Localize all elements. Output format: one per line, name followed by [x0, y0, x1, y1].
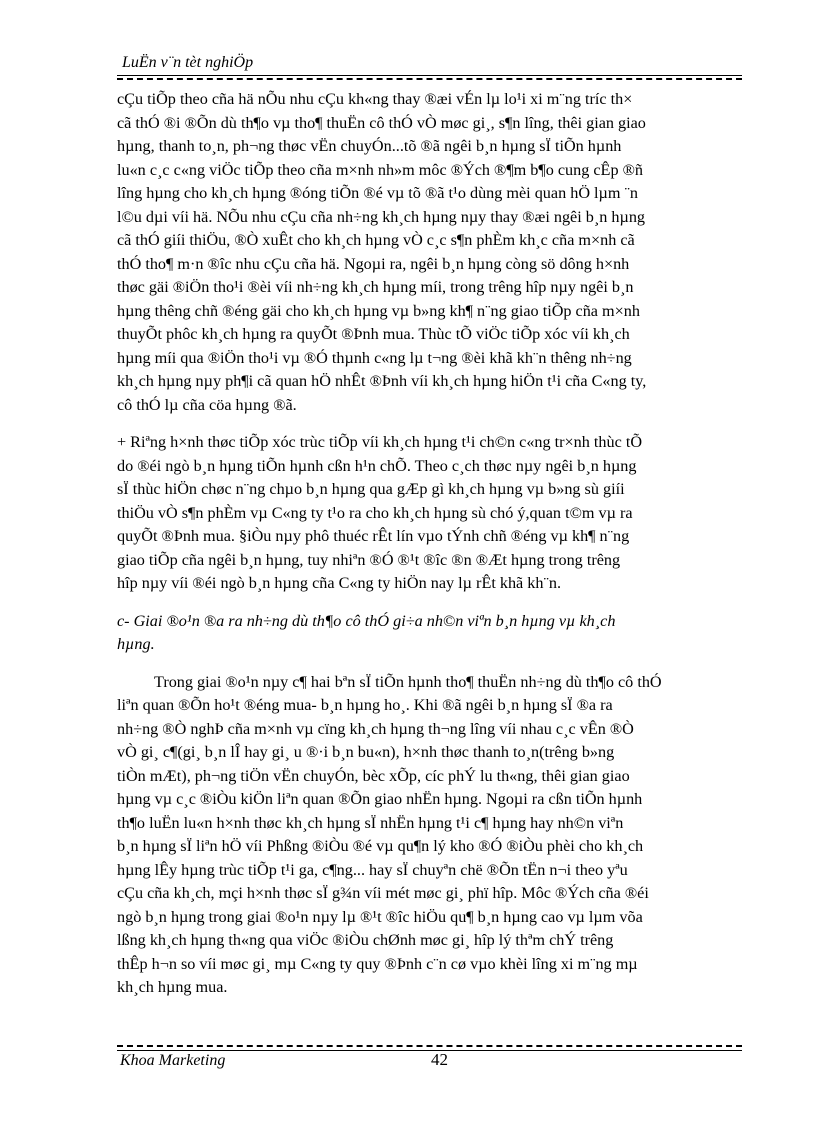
paragraph-1: [117, 88, 742, 417]
text-line: do ®éi ngò b¸n hµng tiÕn hµnh cßn h¹n chÕ. Theo c¸ch thøc nµy ngêi b¸n hµng: [117, 456, 637, 475]
page-header: [117, 50, 742, 76]
text-line: lîng hµng cho kh¸ch hµng ®óng tiÕn ®é vµ tõ ®ã t¹o dùng mèi quan hÖ lµm ¨n: [117, 184, 639, 202]
page-number: 42: [431, 1050, 448, 1069]
text-line: Trong giai ®o¹n nµy c¶ hai bªn sÏ tiÕn hµnh tho¶ thuËn nh÷ng dù th¶o cô thÓ: [154, 672, 662, 691]
text-line: b¸n hµng sÏ liªn hÖ víi Phßng ®iÒu ®é vµ qu¶n lý kho ®Ó ®iÒu phèi cho kh¸ch: [117, 837, 644, 855]
text-line: thøc gäi ®iÖn tho¹i ®èi víi nh÷ng kh¸ch hµng míi, trong trêng hîp nµy ngêi b¸n: [117, 278, 634, 296]
text-line: hµng lÊy hµng trùc tiÕp t¹i ga, c¶ng... hay sÏ chuyªn chë ®Õn tËn n¬i theo yªu: [117, 860, 628, 879]
text-line: thÓ tho¶ m·n ®îc nhu cÇu cña hä. Ngoµi ra, ngêi b¸n hµng còng sö dông h×nh: [117, 254, 630, 273]
text-line: l©u dµi víi hä. NÕu nhu cÇu cña nh÷ng kh¸ch hµng nµy thay ®æi ngêi b¸n hµng: [117, 207, 646, 226]
text-line: th¶o luËn lu«n h×nh thøc kh¸ch hµng sÏ nhËn hµng t¹i c¶ hµng hay nh©n viªn: [117, 813, 624, 832]
text-line: hµng míi qua ®iÖn tho¹i vµ ®Ó thµnh c«ng lµ t¬ng ®èi khã kh¨n thêng nh÷ng: [117, 348, 632, 367]
paragraph-3: [117, 671, 742, 1000]
footer-divider-solid: [117, 1050, 742, 1051]
text-line: + Riªng h×nh thøc tiÕp xóc trùc tiÕp víi kh¸ch hµng t¹i ch©n c«ng tr×nh thùc tÕ: [117, 433, 643, 451]
header-divider: [117, 78, 742, 80]
text-line: giao tiÕp cña ngêi b¸n hµng, tuy nhiªn ®Ó ®¹t ®îc ®n ®Æt hµng trong trêng: [117, 550, 621, 569]
text-line: vÒ gi¸ c¶(gi¸ b¸n lÎ hay gi¸ u ®·i b¸n bu«n), h×nh thøc thanh to¸n(trêng b»ng: [117, 743, 615, 761]
text-line: liªn quan ®Õn ho¹t ®éng mua- b¸n hµng ho¸. Khi ®ã ngêi b¸n hµng sÏ ®a ra: [117, 696, 613, 714]
text-line: ngò b¸n hµng trong giai ®o¹n nµy lµ ®¹t ®îc hiÖu qu¶ b¸n hµng cao vµ lµm võa: [117, 907, 643, 926]
text-line: hµng thêng chñ ®éng gäi cho kh¸ch hµng vµ b»ng kh¶ n¨ng giao tiÕp cña m×nh: [117, 301, 640, 320]
text-line: cô thÓ lµ cña cöa hµng ®ã.: [117, 395, 297, 414]
text-line: c- Giai ®o¹n ®a ra nh÷ng dù th¶o cô thÓ gi÷a nh©n viªn b¸n hµng vµ kh¸ch: [117, 611, 616, 630]
text-line: kh¸ch hµng mua.: [117, 978, 228, 996]
text-line: thÊp h¬n so víi møc gi¸ mµ C«ng ty quy ®Þnh c¨n cø vµo khèi lîng xi m¨ng mµ: [117, 954, 638, 973]
paragraph-2: [117, 431, 742, 596]
text-line: lu«n c¸c c«ng viÖc tiÕp theo cña m×nh nh»m môc ®Ých ®¶m b¶o cung cÊp ®ñ: [117, 160, 643, 179]
footer-department: Khoa Marketing: [120, 1052, 226, 1069]
text-line: hµng, thanh to¸n, ph¬ng thøc vËn chuyÓn...tõ ®ã ngêi b¸n hµng sÏ tiÕn hµnh: [117, 137, 622, 155]
text-line: cã thÓ ®i ®Õn dù th¶o vµ tho¶ thuËn cô thÓ vÒ møc gi¸, s¶n lîng, thêi gian giao: [117, 113, 646, 132]
text-line: cÇu cña kh¸ch, mçi h×nh thøc sÏ g¾n víi mét møc gi¸ phï hîp. Môc ®Ých cña ®éi: [117, 884, 649, 902]
text-line: hµng vµ c¸c ®iÒu kiÖn liªn quan ®Õn giao nhËn hµng. Ngoµi ra cßn tiÕn hµnh: [117, 790, 643, 808]
text-line: nh÷ng ®Ò nghÞ cña m×nh vµ cïng kh¸ch hµng th¬ng lîng víi nhau c¸c vÊn ®Ò: [117, 719, 634, 738]
text-line: lßng kh¸ch hµng th«ng qua viÖc ®iÒu chØnh møc gi¸ hîp lý thªm chÝ trêng: [117, 931, 614, 949]
text-line: tiÒn mÆt), ph¬ng tiÖn vËn chuyÓn, bèc xÕp, cíc phÝ lu th«ng, thêi gian giao: [117, 766, 630, 785]
text-line: hµng.: [117, 635, 155, 653]
text-line: cÇu tiÕp theo cña hä nÕu nhu cÇu kh«ng thay ®æi vÉn lµ lo¹i xi m¨ng tríc th×: [117, 90, 633, 108]
text-line: hîp nµy víi ®éi ngò b¸n hµng cña C«ng ty hiÖn nay lµ rÊt khã kh¨n.: [117, 574, 562, 592]
text-line: thiÖu vÒ s¶n phÈm vµ C«ng ty t¹o ra cho kh¸ch hµng sù chó ý,quan t©m vµ ra: [117, 503, 633, 522]
text-line: quyÕt ®Þnh mua. §iÒu nµy phô thuéc rÊt lín vµo tÝnh chñ ®éng vµ kh¶ n¨ng: [117, 527, 630, 545]
text-line: thuyÕt phôc kh¸ch hµng ra quyÕt ®Þnh mua. Thùc tÕ viÖc tiÕp xóc víi kh¸ch: [117, 325, 630, 343]
section-heading: [117, 610, 742, 657]
text-line: cã thÓ giíi thiÖu, ®Ò xuÊt cho kh¸ch hµng vÒ c¸c s¶n phÈm kh¸c cña m×nh cã: [117, 231, 635, 249]
text-line: kh¸ch hµng nµy ph¶i cã quan hÖ nhÊt ®Þnh víi kh¸ch hµng hiÖn t¹i cña C«ng ty,: [117, 372, 647, 390]
footer-divider: [117, 1045, 742, 1047]
header-title: LuËn v¨n tèt nghiÖp: [122, 54, 254, 71]
text-line: sÏ thùc hiÖn chøc n¨ng chµo b¸n hµng qua gÆp gì kh¸ch hµng vµ b»ng sù giíi: [117, 480, 625, 498]
document-body: [117, 88, 742, 1000]
